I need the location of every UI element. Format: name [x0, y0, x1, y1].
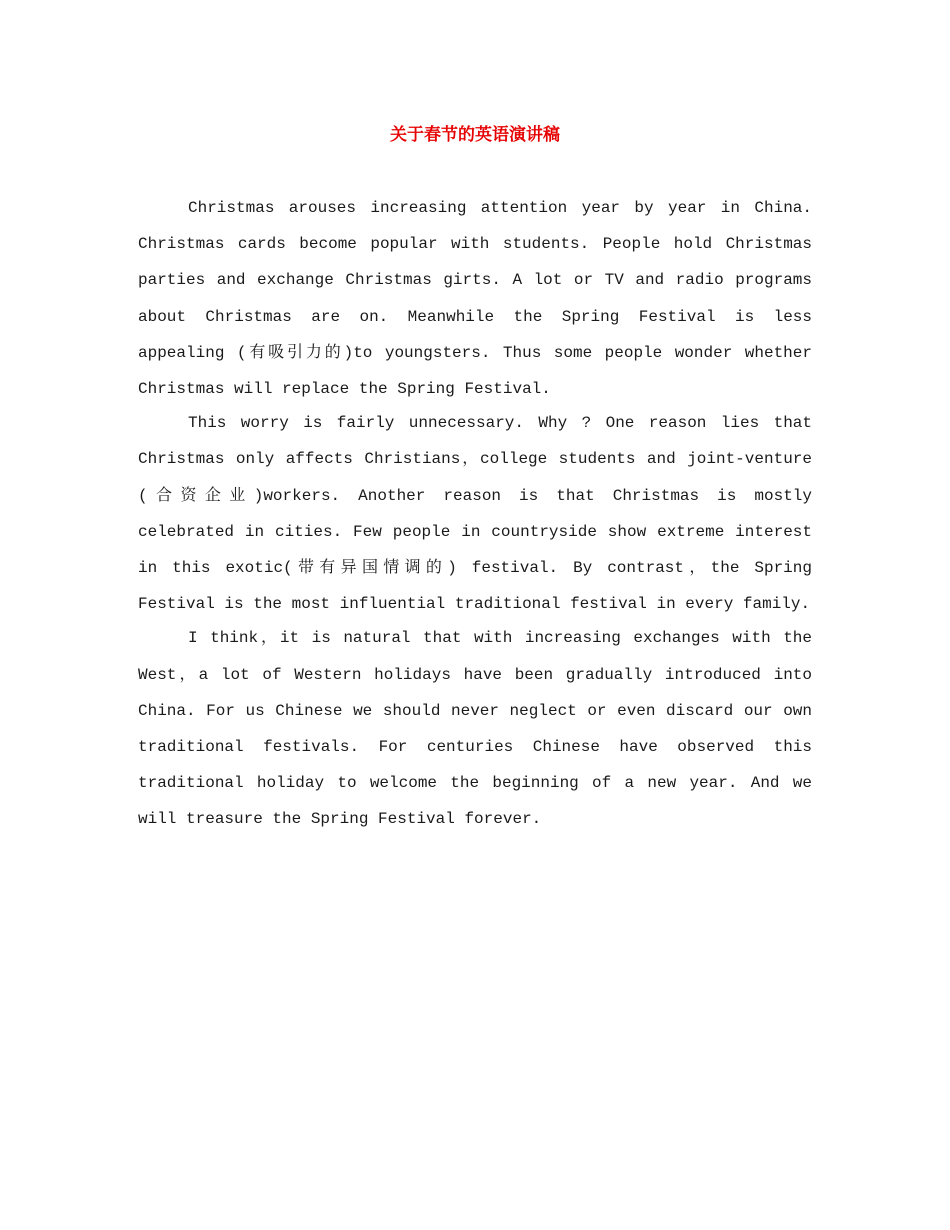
- paragraph-2: This worry is fairly unnecessary. Why ? One reason lies that Christmas only affects Christians，college students and joint-venture (合资企业)workers. Another reason is that Christmas is mostly celebrated in cities. Few people in countryside show extreme interest in this exotic(带有异国情调的) festival. By contrast，the Spring Festival is the most influential traditional festival in every family.: [138, 414, 812, 614]
- document-title: 关于春节的英语演讲稿: [390, 125, 560, 145]
- paragraph-3: I think，it is natural that with increasing exchanges with the West，a lot of Western holidays have been gradually introduced into China. For us Chinese we should never neglect or even discard our own traditional festivals. For centuries Chinese have observed this traditional holiday to welcome the beginning of a new year. And we will treasure the Spring Festival forever.: [138, 629, 813, 829]
- document-body: [138, 190, 812, 838]
- paragraph-1: Christmas arouses increasing attention year by year in China. Christmas cards become popular with students. People hold Christmas parties and exchange Christmas girts. A lot or TV and radio programs about Christmas are on. Meanwhile the Spring Festival is less appealing (有吸引力的)to youngsters. Thus some people wonder whether Christmas will replace the Spring Festival.: [138, 199, 812, 399]
